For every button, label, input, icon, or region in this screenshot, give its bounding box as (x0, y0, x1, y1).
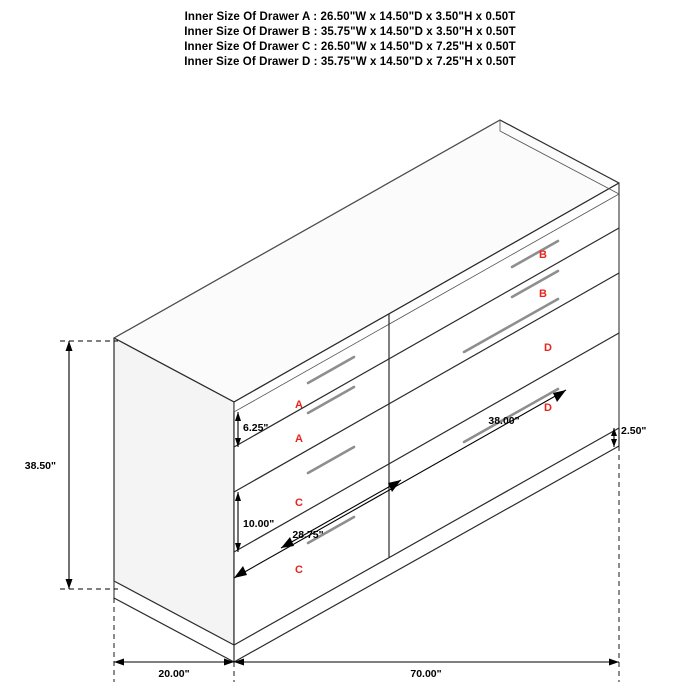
spec-line-d: Inner Size Of Drawer D : 35.75"W x 14.50"D x 7.25"H x 0.50T (184, 56, 516, 68)
arrow-height-top (66, 341, 73, 351)
spec-line-a: Inner Size Of Drawer A : 26.50"W x 14.50"D x 3.50"H x 0.50T (184, 11, 516, 23)
spec-line-b: Inner Size Of Drawer B : 35.75"W x 14.50"D x 3.50"H x 0.50T (184, 26, 516, 38)
drawer-label-b2: B (539, 288, 547, 300)
dim-label-drawer-a-height: 6.25" (243, 422, 269, 434)
drawer-label-a2: A (295, 433, 303, 445)
drawer-label-a1: A (295, 399, 303, 411)
drawer-label-c1: C (295, 497, 303, 509)
dim-label-total-height: 38.50" (24, 460, 56, 472)
dim-label-drawer-c-height: 10.00" (243, 518, 275, 530)
drawer-label-c2: C (295, 564, 303, 576)
drawer-label-d2: D (544, 402, 552, 414)
dim-label-width-total: 70.00" (410, 668, 442, 680)
arrow-depth-left (114, 659, 124, 666)
dim-label-width-inner: 28.75" (292, 529, 324, 541)
arrow-height-bottom (66, 579, 73, 589)
drawer-label-d1: D (544, 342, 552, 354)
spec-line-c: Inner Size Of Drawer C : 26.50"W x 14.50"D x 7.25"H x 0.50T (184, 41, 516, 53)
arrow-base-bottom (611, 439, 617, 447)
drawer-label-b1: B (539, 249, 547, 261)
dim-label-depth: 20.00" (158, 668, 190, 680)
arrow-width-total-right (609, 659, 619, 666)
dim-label-width-front: 38.00" (488, 415, 520, 427)
dim-label-base-height: 2.50" (621, 425, 647, 437)
